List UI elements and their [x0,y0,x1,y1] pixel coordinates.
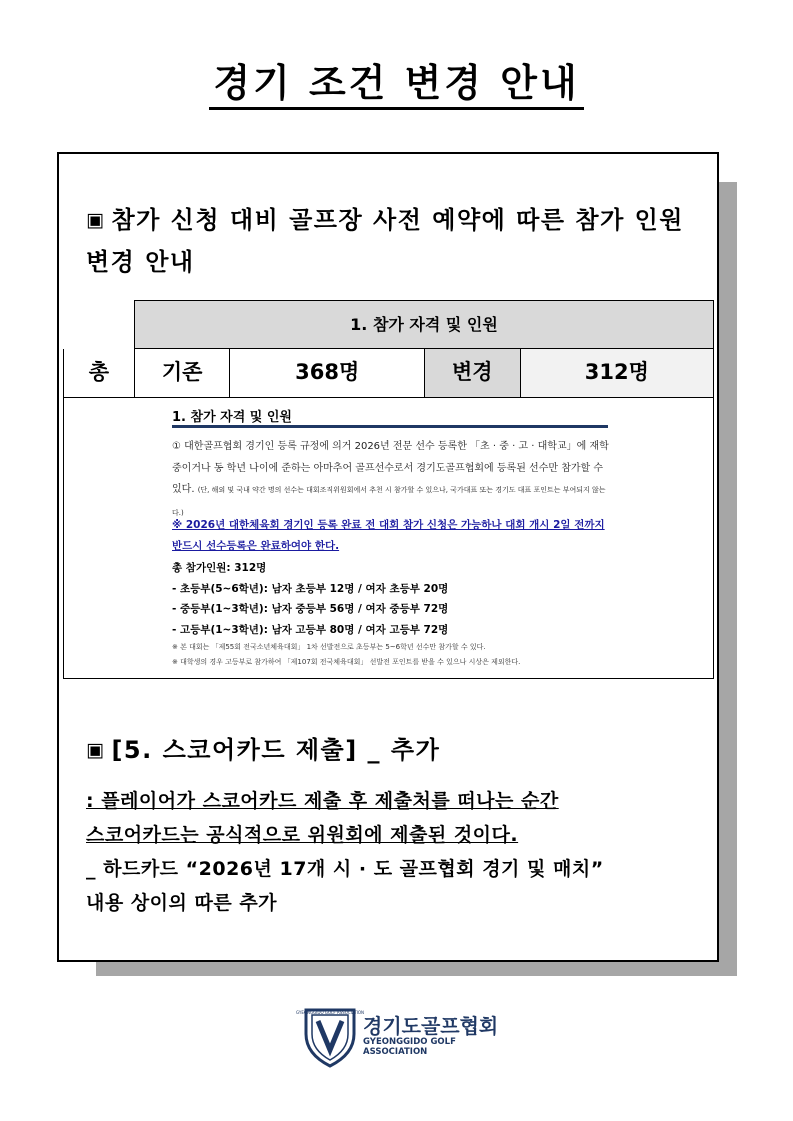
section2-body [86,784,604,920]
footnote: ※ 본 대회는 「제55회 전국소년체육대회」 1차 선발전으로 초등부는 5~6학년 선수만 참가할 수 있다. [172,643,486,651]
before-label: 기존 [135,349,231,397]
table-row [63,349,714,398]
excerpt-paragraph: ① 대한골프협회 경기인 등록 규정에 의거 2026년 전문 선수 등록한 「초 · 중 · 고 · 대학교」에 재학 중이거나 동 학년 나이에 준하는 아마추어 골프선수로서 경기도골프협회에 등록된 선수만 참가할 수 있다. (단, 해외 및 국내 약간 명의 선수는 대회조직위원회에서 추천 시 참가할 수 있으나, 국가대표 또는 경기도 대표 포인트는 부여되지 않는다.) [172,441,609,517]
body-line: _ 하드카드 “2026년 17개 시 · 도 골프협회 경기 및 매치” [86,858,604,880]
before-value: 368명 [230,349,424,397]
association-logo [295,1004,502,1068]
excerpt-paragraph-small: (단, 해외 및 국내 약간 명의 선수는 대회조직위원회에서 추천 시 참가할 수 있으나, 국가대표 또는 경기도 대표 포인트는 부여되지 않는다.) [172,486,606,517]
total-label: 총 [64,349,135,397]
after-label: 변경 [425,349,521,397]
body-line: 내용 상이의 따른 추가 [86,892,278,914]
excerpt-title: 1. 참가 자격 및 인원 [172,410,292,425]
section2-heading: ▣ [5. 스코어카드 제출] _ 추가 [86,736,441,764]
section1-heading: ▣ 참가 신청 대비 골프장 사전 예약에 따른 참가 인원 변경 안내 [86,206,684,276]
excerpt-footnotes [172,640,520,669]
footnote: ※ 대학생의 경우 고등부로 참가하여 「제107회 전국체육대회」 선발전 포인트를 받을 수 있으나 시상은 제외한다. [172,657,521,666]
participant-list [172,558,448,640]
notice-box [57,152,719,962]
participant-total: 총 참가인원: 312명 [172,562,267,574]
list-item: - 고등부(1~3학년): 남자 고등부 80명 / 여자 고등부 72명 [172,623,449,636]
list-item: - 중등부(1~3학년): 남자 중등부 56명 / 여자 중등부 72명 [172,603,449,615]
list-item: - 초등부(5~6학년): 남자 초등부 12명 / 여자 초등부 20명 [172,582,449,595]
page-title: 경기 조건 변경 안내 [0,52,793,107]
seal-text: GYEONGGIDO GOLF ASSOCIATION [295,1010,365,1015]
body-line: : 플레이어가 스코어카드 제출 후 제출처를 떠나는 순간 [86,790,559,812]
shield-emblem-icon [295,1004,365,1068]
square-bullet-icon: ▣ [86,739,106,761]
excerpt-title-rule [172,425,608,428]
rules-excerpt [63,398,714,679]
after-value: 312명 [521,349,713,397]
body-line: 스코어카드는 공식적으로 위원회에 제출된 것이다. [86,824,519,846]
table-header: 1. 참가 자격 및 인원 [134,300,714,349]
logo-name-english: GYEONGGIDO GOLF ASSOCIATION [363,1037,456,1057]
excerpt-note: ※ 2026년 대한체육회 경기인 등록 완료 전 대회 참가 신청은 가능하나 대회 개시 2일 전까지 반드시 선수등록은 완료하여야 한다. [172,519,605,552]
square-bullet-icon: ▣ [86,209,106,231]
logo-name-korean: 경기도골프협회 [363,1014,499,1038]
